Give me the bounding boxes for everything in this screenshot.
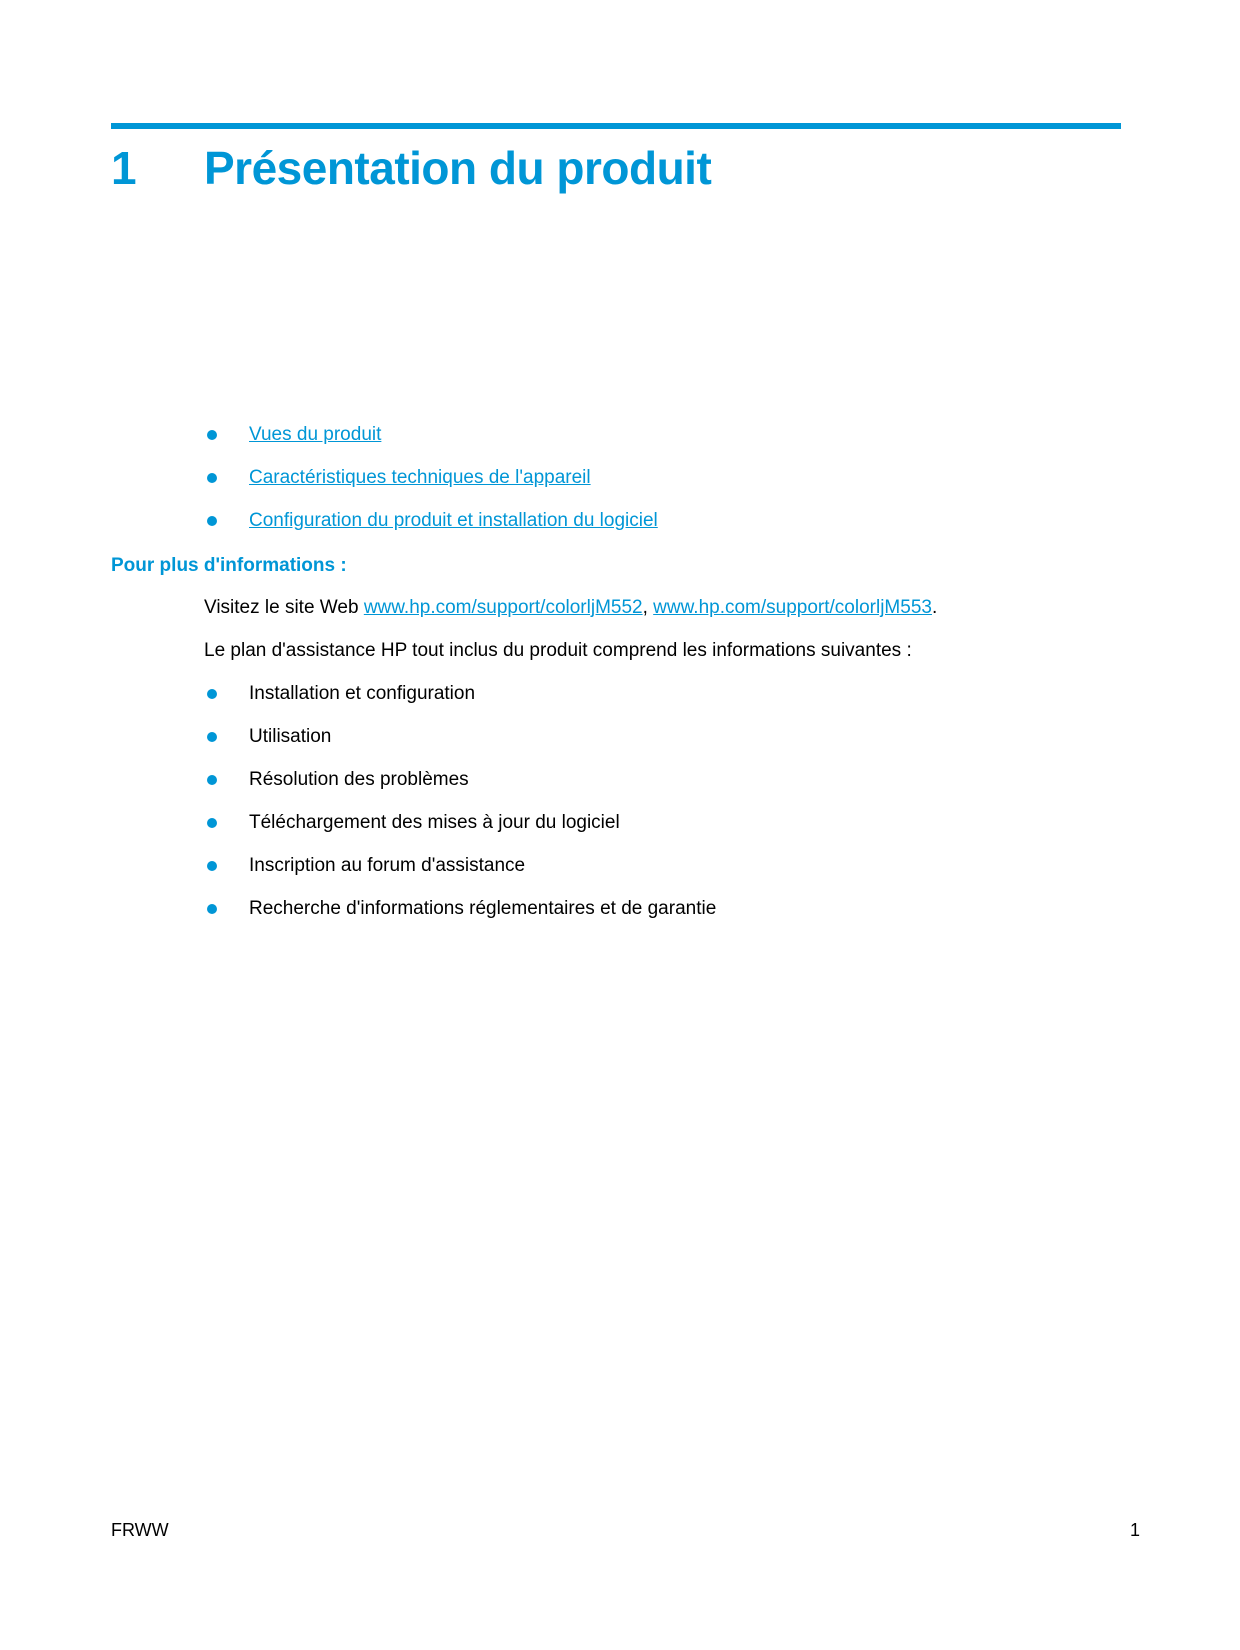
bullet-icon <box>207 904 217 914</box>
support-plan-list <box>111 672 1121 930</box>
more-info-heading: Pour plus d'informations : <box>111 555 347 576</box>
bullet-icon <box>207 473 217 483</box>
bullet-icon <box>207 861 217 871</box>
plan-paragraph: Le plan d'assistance HP tout inclus du produit comprend les informations suivantes : <box>204 640 912 661</box>
bullet-icon <box>207 516 217 526</box>
footer-locale: FRWW <box>111 1520 169 1540</box>
bullet-icon <box>207 775 217 785</box>
chapter-title <box>111 138 711 198</box>
chapter-rule <box>111 123 1121 129</box>
bullet-icon <box>207 818 217 828</box>
list-item <box>111 758 1121 801</box>
bullet-icon <box>207 732 217 742</box>
toc-link-specifications[interactable]: Caractéristiques techniques de l'appareil <box>249 466 591 488</box>
toc-item <box>111 499 1121 542</box>
visit-paragraph <box>204 596 937 620</box>
visit-prefix: Visitez le site Web <box>204 597 364 618</box>
support-link-m553[interactable]: www.hp.com/support/colorljM553 <box>653 597 932 618</box>
support-link-m552[interactable]: www.hp.com/support/colorljM552 <box>363 597 643 618</box>
bullet-icon <box>207 689 217 699</box>
chapter-toc <box>111 413 1121 542</box>
list-item-label: Utilisation <box>249 725 332 747</box>
list-item <box>111 801 1121 844</box>
list-item-label: Recherche d'informations réglementaires et de garantie <box>249 897 717 919</box>
list-item-label: Inscription au forum d'assistance <box>249 854 526 876</box>
list-item <box>111 672 1121 715</box>
list-item-label: Résolution des problèmes <box>249 768 469 790</box>
list-item <box>111 844 1121 887</box>
list-item <box>111 887 1121 930</box>
page-number: 1 <box>1129 1520 1140 1540</box>
toc-item <box>111 456 1121 499</box>
bullet-icon <box>207 430 217 440</box>
toc-link-setup-software[interactable]: Configuration du produit et installation du logiciel <box>249 509 658 531</box>
toc-link-product-views[interactable]: Vues du produit <box>249 423 382 445</box>
chapter-title-text: Présentation du produit <box>204 142 712 194</box>
list-item <box>111 715 1121 758</box>
chapter-number: 1 <box>111 142 137 194</box>
list-item-label: Téléchargement des mises à jour du logiciel <box>249 811 620 833</box>
toc-item <box>111 413 1121 456</box>
link-separator: , <box>642 597 654 618</box>
list-item-label: Installation et configuration <box>249 682 476 704</box>
sentence-end: . <box>931 597 938 618</box>
